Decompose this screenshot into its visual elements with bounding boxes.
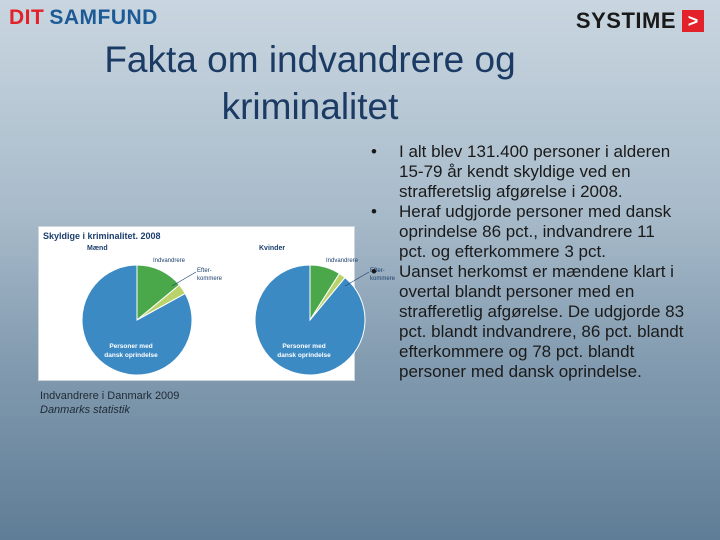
- slice-label: Personer med: [109, 343, 153, 350]
- chart-title: Skyldige i kriminalitet. 2008: [43, 231, 161, 241]
- caption-source: Danmarks statistik: [40, 404, 130, 416]
- slide-title: [100, 36, 520, 130]
- slice-label: dansk oprindelse: [104, 352, 158, 359]
- systime-logo: [576, 8, 704, 34]
- bullet-item: • Heraf udgjorde personer med dansk oprindelse 86 pct., indvandrere 11 pct. og efterkommere 3 pct.: [367, 202, 685, 262]
- pie-chart-figure: [38, 226, 396, 381]
- slice-label: kommere: [370, 276, 396, 282]
- slice-label: dansk oprindelse: [277, 352, 331, 359]
- logo-samfund-text: SAMFUND: [49, 6, 158, 29]
- bullet-item: • Uanset herkomst er mændene klart i overtal blandt personer med en strafferetlig afgørelse. De udgjorde 83 pct. blandt indvandrere, 86 pct. blandt efterkommere og 78 pct. blandt personer med dansk oprindelse.: [367, 262, 685, 382]
- slice-label: Personer med: [282, 343, 326, 350]
- pie-charts-svg: [39, 227, 396, 380]
- slice-label: Indvandrere: [326, 258, 359, 264]
- dit-samfund-logo: [9, 6, 158, 30]
- slice-label: Indvandrere: [153, 258, 186, 264]
- bullet-item: • I alt blev 131.400 personer i alderen 15-79 år kendt skyldige ved en strafferetslig afgørelse i 2008.: [367, 142, 685, 202]
- bullet-list: [367, 142, 685, 382]
- slice-label: Efter-: [370, 268, 385, 274]
- logo-dit-text: DIT: [9, 6, 45, 29]
- figure-caption: [40, 389, 179, 417]
- slice-label: kommere: [197, 276, 223, 282]
- pie-subtitle: Mænd: [87, 245, 108, 252]
- title-line-2: kriminalitet: [221, 86, 399, 127]
- slice-label: Efter-: [197, 268, 212, 274]
- pie-subtitle: Kvinder: [259, 245, 286, 252]
- leader-line: [172, 272, 196, 286]
- logo-systime-text: SYSTIME: [575, 8, 676, 33]
- leader-line: [345, 272, 369, 286]
- caption-title: Indvandrere i Danmark 2009: [40, 390, 180, 402]
- systime-arrow-icon: >: [682, 10, 704, 32]
- title-line-1: Fakta om indvandrere og: [104, 39, 516, 80]
